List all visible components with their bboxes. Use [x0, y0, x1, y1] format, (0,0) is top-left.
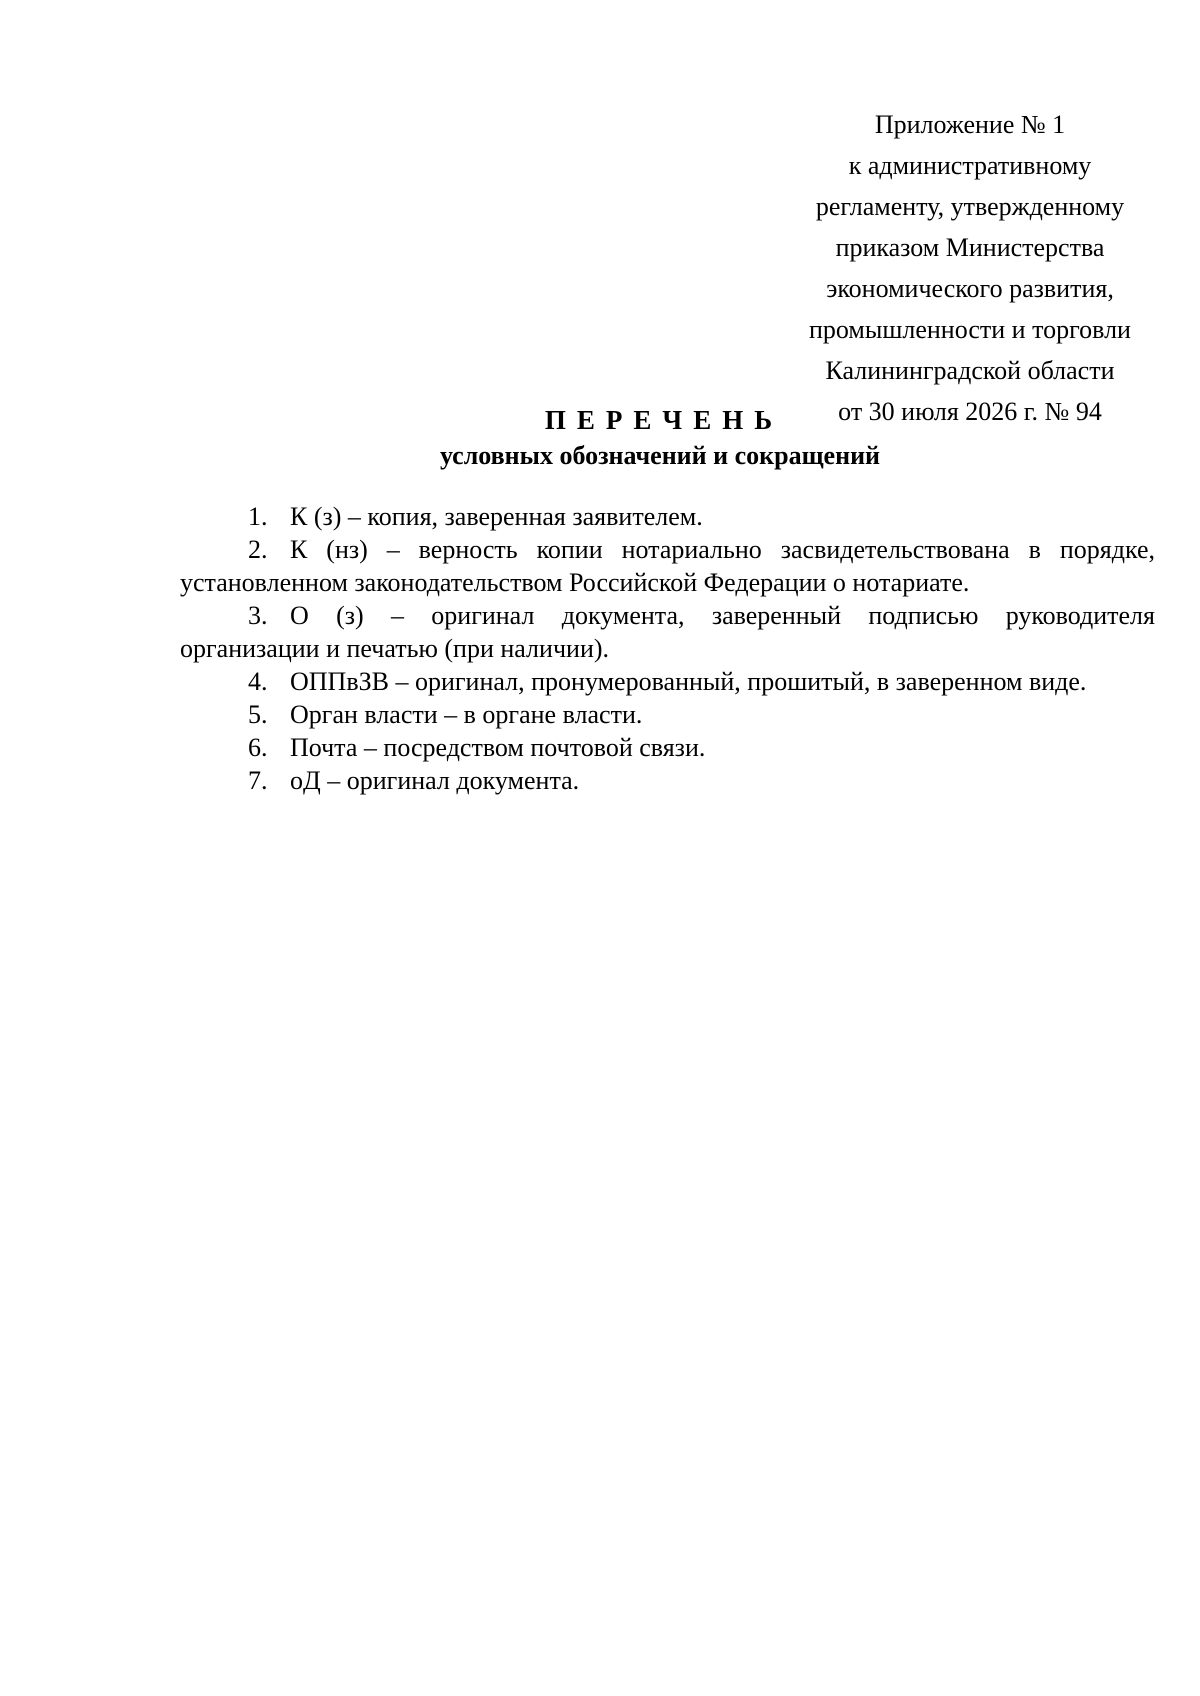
- list-item-text: О (з) – оригинал документа, заверенный подписью руководителя организации и печатью (при наличии).: [180, 601, 1155, 663]
- list-item-text: К (з) – копия, заверенная заявителем.: [290, 502, 703, 531]
- list-item: [180, 599, 1155, 665]
- attachment-line: промышленности и торговли: [809, 315, 1131, 344]
- list-item-text: оД – оригинал документа.: [290, 766, 580, 795]
- attachment-line: от 30 июля 2026 г. № 94: [838, 397, 1102, 426]
- abbreviation-list: [180, 500, 1155, 797]
- list-item-number: 7.: [248, 766, 268, 795]
- list-item: [180, 764, 1155, 797]
- list-item: [180, 500, 1155, 533]
- list-item: [180, 698, 1155, 731]
- attachment-line: Приложение № 1: [874, 110, 1066, 139]
- attachment-line: регламенту, утвержденному: [815, 192, 1125, 221]
- attachment-line: экономического развития,: [826, 274, 1114, 303]
- document-subtitle: условных обозначений и сокращений: [439, 441, 881, 470]
- list-item: [180, 665, 1155, 698]
- list-item: [180, 731, 1155, 764]
- attachment-header: [770, 104, 1170, 432]
- list-item-number: 2.: [248, 535, 268, 564]
- list-item-number: 5.: [248, 700, 268, 729]
- list-item-text: К (нз) – верность копии нотариально засвидетельствована в порядке, установленном законодательством Российской Федерации о нотариате.: [180, 535, 1155, 597]
- list-item-text: Почта – посредством почтовой связи.: [290, 733, 706, 762]
- list-item-number: 3.: [248, 601, 268, 630]
- list-item-number: 6.: [248, 733, 268, 762]
- attachment-line: к административному: [848, 151, 1092, 180]
- list-item: [180, 533, 1155, 599]
- attachment-line: Калининградской области: [825, 356, 1115, 385]
- list-item-text: ОППвЗВ – оригинал, пронумерованный, прошитый, в заверенном виде.: [290, 667, 1087, 696]
- attachment-line: приказом Министерства: [835, 233, 1105, 262]
- list-item-text: Орган власти – в органе власти.: [290, 700, 643, 729]
- list-item-number: 4.: [248, 667, 268, 696]
- document-title: ПЕРЕЧЕНЬ: [544, 405, 784, 435]
- document-heading: [170, 402, 1150, 474]
- list-item-number: 1.: [248, 502, 268, 531]
